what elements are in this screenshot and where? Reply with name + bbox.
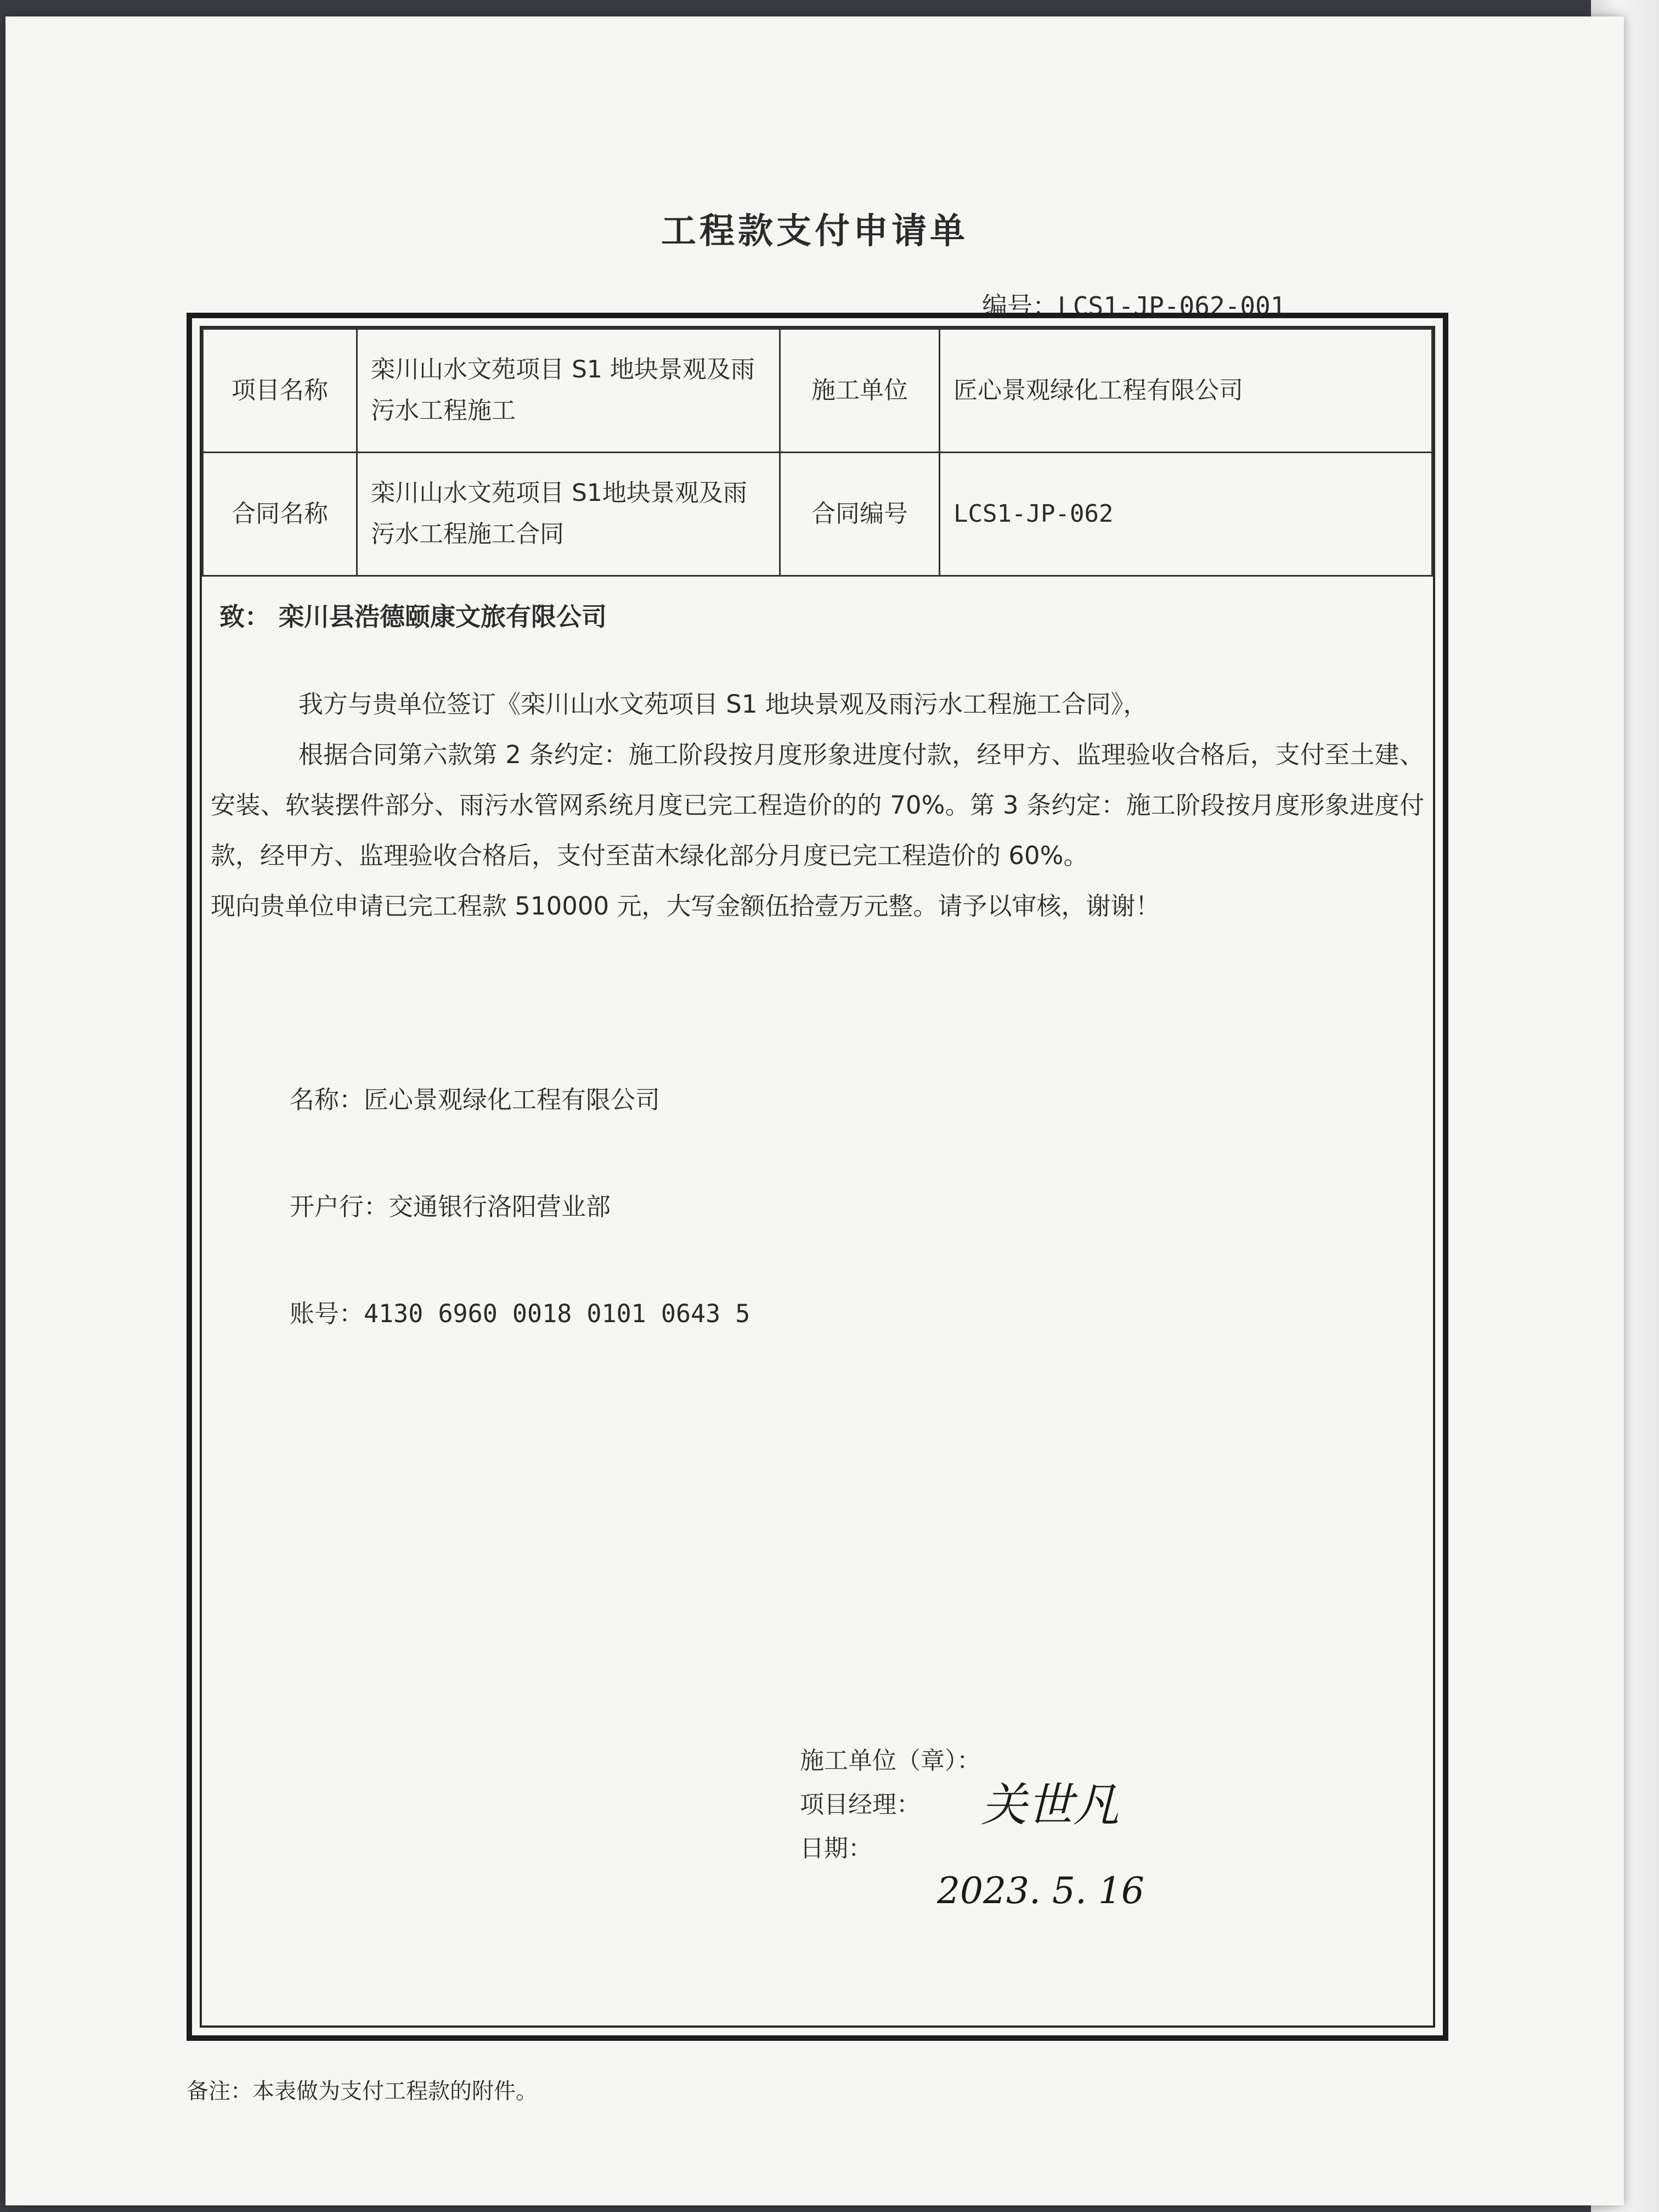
contractor-value: 匠心景观绿化工程有限公司 — [940, 329, 1432, 453]
form-inner — [200, 326, 1435, 2028]
manager-signature: 关世凡 — [981, 1778, 1120, 1832]
date-label: 日期： — [800, 1835, 872, 1863]
unit-stamp-label: 施工单位（章）： — [800, 1747, 981, 1775]
account-bank: 开户行：交通银行洛阳营业部 — [290, 1192, 611, 1221]
handwritten-date: 2023. 5. 16 — [937, 1870, 1144, 1912]
account-name: 名称：匠心景观绿化工程有限公司 — [290, 1085, 661, 1114]
project-name-value: 栾川山水文苑项目 S1 地块景观及雨污水工程施工 — [357, 329, 780, 453]
request-body — [211, 679, 1424, 932]
account-number: 账号：4130 6960 0018 0101 0643 5 — [290, 1299, 751, 1328]
paragraph-terms: 根据合同第六款第 2 条约定：施工阶段按月度形象进度付款，经甲方、监理验收合格后，支付至土建、安装、软装摆件部分、雨污水管网系统月度已完工程造价的的 70%。第 3 条约定：施工阶段按月度形象进度付款，经甲方、监理验收合格后，支付至苗木绿化部分月度已完工程造价的 60%。 — [211, 740, 1424, 870]
form-frame — [187, 313, 1448, 2041]
footnote: 备注：本表做为支付工程款的附件。 — [187, 2079, 538, 2104]
contractor-label: 施工单位 — [780, 329, 940, 453]
table-row — [203, 329, 1432, 453]
document-title: 工程款支付申请单 — [661, 211, 968, 252]
table-row — [203, 453, 1432, 576]
manager-label: 项目经理： — [800, 1791, 921, 1819]
contract-name-label: 合同名称 — [203, 453, 357, 576]
contract-number-label: 合同编号 — [780, 453, 940, 576]
info-table — [202, 328, 1433, 577]
contract-number-value: LCS1-JP-062 — [940, 453, 1432, 576]
paragraph-contract: 我方与贵单位签订《栾川山水文苑项目 S1 地块景观及雨污水工程施工合同》， — [298, 690, 1148, 719]
addressee: 致： 栾川县浩德颐康文旅有限公司 — [219, 602, 607, 631]
contract-name-value: 栾川山水文苑项目 S1地块景观及雨污水工程施工合同 — [357, 453, 780, 576]
document-page — [5, 16, 1624, 2205]
paragraph-request: 现向贵单位申请已完工程款 510000 元，大写金额伍拾壹万元整。请予以审核，谢谢！ — [211, 891, 1160, 921]
serial-number: 编号：LCS1-JP-062-001 — [982, 291, 1286, 321]
project-name-label: 项目名称 — [203, 329, 357, 453]
